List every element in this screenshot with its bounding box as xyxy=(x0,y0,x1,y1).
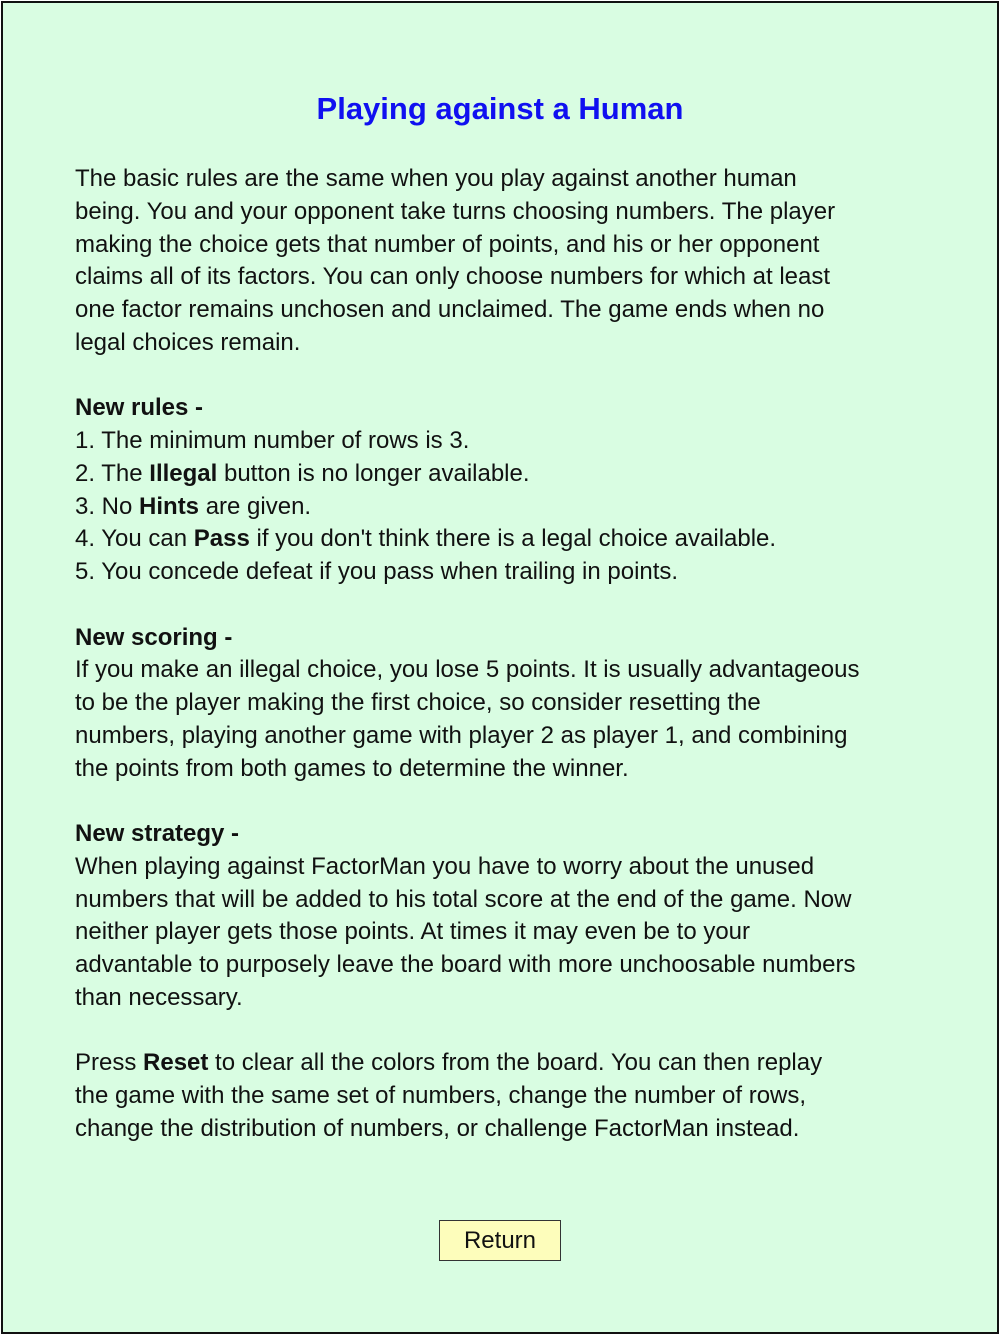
text-segment: change the distribution of numbers, or challenge FactorMan instead. xyxy=(75,1114,800,1142)
text-segment: one factor remains unchosen and unclaimed. The game ends when no xyxy=(75,296,825,323)
text-line xyxy=(75,1080,955,1113)
text-line xyxy=(75,622,955,655)
text-segment: button is no longer available. xyxy=(217,459,530,487)
text-segment: making the choice gets that number of points, and his or her opponent xyxy=(75,230,820,258)
text-segment: to be the player making the first choice, so consider resetting the xyxy=(75,689,761,716)
text-line xyxy=(75,720,955,753)
bold-text: New rules - xyxy=(75,394,204,422)
text-segment: the game with the same set of numbers, change the number of rows, xyxy=(75,1082,807,1109)
text-line xyxy=(75,491,955,524)
text-segment: if you don't think there is a legal choice available. xyxy=(249,525,777,553)
text-segment: the points from both games to determine the winner. xyxy=(75,754,629,782)
text-line xyxy=(75,261,955,294)
text-line xyxy=(75,425,955,458)
text-segment: numbers that will be added to his total score at the end of the game. Now xyxy=(75,885,852,913)
text-segment: When playing against FactorMan you have to worry about the unused xyxy=(75,852,815,880)
text-segment: advantable to purposely leave the board with more unchoosable numbers xyxy=(75,951,856,978)
blank-line xyxy=(75,360,955,393)
text-segment: to clear all the colors from the board. You can then replay xyxy=(208,1049,823,1077)
bold-text: Pass xyxy=(193,525,250,553)
text-line xyxy=(75,982,955,1015)
text-segment: 5. You concede defeat if you pass when trailing in points. xyxy=(75,558,679,585)
text-line xyxy=(75,196,955,229)
return-button[interactable]: Return xyxy=(439,1220,561,1261)
text-segment: neither player gets those points. At times it may even be to your xyxy=(75,918,751,946)
text-line xyxy=(75,916,955,949)
text-line xyxy=(75,229,955,262)
text-line xyxy=(75,687,955,720)
text-line xyxy=(75,949,955,982)
bold-text: New strategy - xyxy=(75,820,240,847)
text-line xyxy=(75,1047,955,1080)
text-line xyxy=(75,294,955,327)
blank-line xyxy=(75,589,955,622)
blank-line xyxy=(75,1015,955,1048)
text-line xyxy=(75,654,955,687)
text-line xyxy=(75,884,955,917)
text-line xyxy=(75,163,955,196)
text-segment: The basic rules are the same when you play against another human xyxy=(75,165,797,192)
text-segment: Press xyxy=(75,1049,144,1077)
text-line xyxy=(75,523,955,556)
text-line xyxy=(75,392,955,425)
text-segment: than necessary. xyxy=(75,983,243,1011)
text-line xyxy=(75,556,955,589)
text-line xyxy=(75,753,955,786)
text-segment: claims all of its factors. You can only choose numbers for which at least xyxy=(75,263,831,291)
bold-text: Reset xyxy=(143,1049,209,1077)
text-segment: 1. The minimum number of rows is 3. xyxy=(75,427,470,454)
text-segment: legal choices remain. xyxy=(75,328,301,356)
bold-text: New scoring - xyxy=(75,623,233,651)
text-line xyxy=(75,1113,955,1146)
page-title: Playing against a Human xyxy=(316,91,684,126)
text-segment: 3. No xyxy=(75,492,140,520)
text-segment: numbers, playing another game with player 2 as player 1, and combining xyxy=(75,721,848,749)
text-segment: If you make an illegal choice, you lose 5 points. It is usually advantageous xyxy=(75,656,860,684)
text-line xyxy=(75,851,955,884)
blank-line xyxy=(75,785,955,818)
text-segment: 4. You can xyxy=(75,525,194,553)
text-line xyxy=(75,458,955,491)
text-line xyxy=(75,327,955,360)
text-segment: 2. The xyxy=(75,459,150,487)
help-text xyxy=(75,163,955,1146)
text-segment: being. You and your opponent take turns choosing numbers. The player xyxy=(75,197,836,225)
text-segment: are given. xyxy=(199,492,312,520)
text-line xyxy=(75,818,955,851)
bold-text: Hints xyxy=(139,492,200,520)
help-panel xyxy=(1,1,999,1334)
bold-text: Illegal xyxy=(149,459,218,487)
